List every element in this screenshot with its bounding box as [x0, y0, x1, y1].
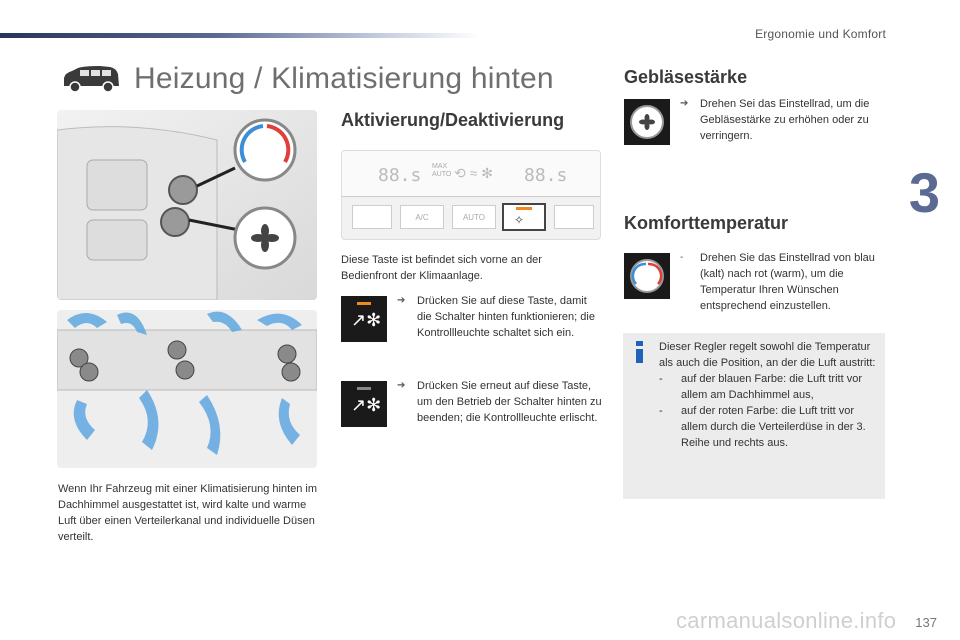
temperature-dial-icon [624, 253, 670, 299]
panel-btn-rear-climate: ✧ [502, 203, 546, 231]
panel-btn-ac: A/C [400, 205, 444, 229]
fan-step [680, 96, 880, 144]
info-list-item [659, 403, 879, 451]
activation-heading: Aktivierung/Deaktivierung [341, 110, 565, 130]
watermark: carmanualsonline.info [676, 608, 897, 633]
step-activate [397, 293, 602, 341]
bullet-icon: ➔ [397, 295, 406, 306]
header-gradient-bar [0, 33, 480, 38]
dash-marker: - [659, 373, 663, 385]
front-control-panel-photo [341, 150, 601, 240]
info-intro-text: Dieser Regler regelt sowohl die Temperatur als auch die Position, an der die Luft austritt: [659, 341, 876, 369]
step-deactivate-text: Drücken Sie erneut auf diese Taste, um den Betrieb der Schalter hinten zu beenden; die Kontrollleuchte erlischt. [417, 380, 602, 424]
dash-marker: - [659, 405, 663, 417]
bullet-icon: ➔ [397, 380, 406, 391]
page-title: Heizung / Klimatisierung hinten [134, 62, 554, 95]
button-location-text: Diese Taste ist befindet sich vorne an der Bedienfront der Klimaanlage. [341, 254, 542, 282]
comfort-step-text: Drehen Sie das Einstellrad von blau (kalt) nach rot (warm), um die Temperatur Ihren Wünschen entsprechend einzustellen. [700, 252, 875, 312]
comfort-heading: Komforttemperatur [624, 213, 789, 233]
rear-controls-photo [57, 110, 317, 300]
info-item-blue: auf der blauen Farbe: die Luft tritt vor allem am Dachhimmel aus, [681, 373, 862, 401]
rear-climate-button-off-icon: ↗✻ [341, 381, 387, 427]
page-number: 137 [915, 615, 937, 630]
recirculation-icon: ⟲ ≈ ✻ [454, 165, 493, 181]
title-row [60, 62, 554, 96]
fan-step-text: Drehen Sei das Einstellrad, um die Gebläsestärke zu erhöhen oder zu verringern. [700, 98, 870, 142]
info-text-block [659, 339, 879, 451]
panel-btn-rear-defrost [554, 205, 594, 229]
dash-marker: - [680, 252, 684, 263]
step-deactivate [397, 378, 602, 426]
info-item-red: auf der roten Farbe: die Luft tritt vor allem durch die Verteilerdüse in der 3. Reihe und rechts aus. [681, 405, 866, 449]
chapter-number: 3 [908, 161, 940, 224]
info-box [623, 333, 885, 499]
fan-dial-icon [624, 99, 670, 145]
comfort-step [680, 250, 880, 314]
panel-btn-auto: AUTO [452, 205, 496, 229]
rear-climate-button-on-icon: ↗✻ [341, 296, 387, 342]
car-icon [60, 64, 122, 94]
intro-text: Wenn Ihr Fahrzeug mit einer Klimatisierung hinten im Dachhimmel ausgestattet ist, wird kalte und warme Luft über einen Verteilerkanal und individuelle Düsen verteilt. [58, 483, 318, 543]
panel-display-left: 88.s [378, 165, 422, 186]
section-label: Ergonomie und Komfort [755, 27, 886, 41]
roof-vents-photo [57, 310, 317, 468]
step-activate-text: Drücken Sie auf diese Taste, damit die Schalter hinten funktionieren; die Kontrollleuchte schaltet sich ein. [417, 295, 595, 339]
panel-btn-windshield [352, 205, 392, 229]
bullet-icon: ➔ [680, 98, 689, 109]
info-icon [633, 341, 647, 363]
panel-max-auto-label: MAX AUTO [432, 163, 452, 178]
fan-heading: Gebläsestärke [624, 67, 748, 87]
panel-display-right: 88.s [524, 165, 568, 186]
info-list-item [659, 371, 879, 403]
